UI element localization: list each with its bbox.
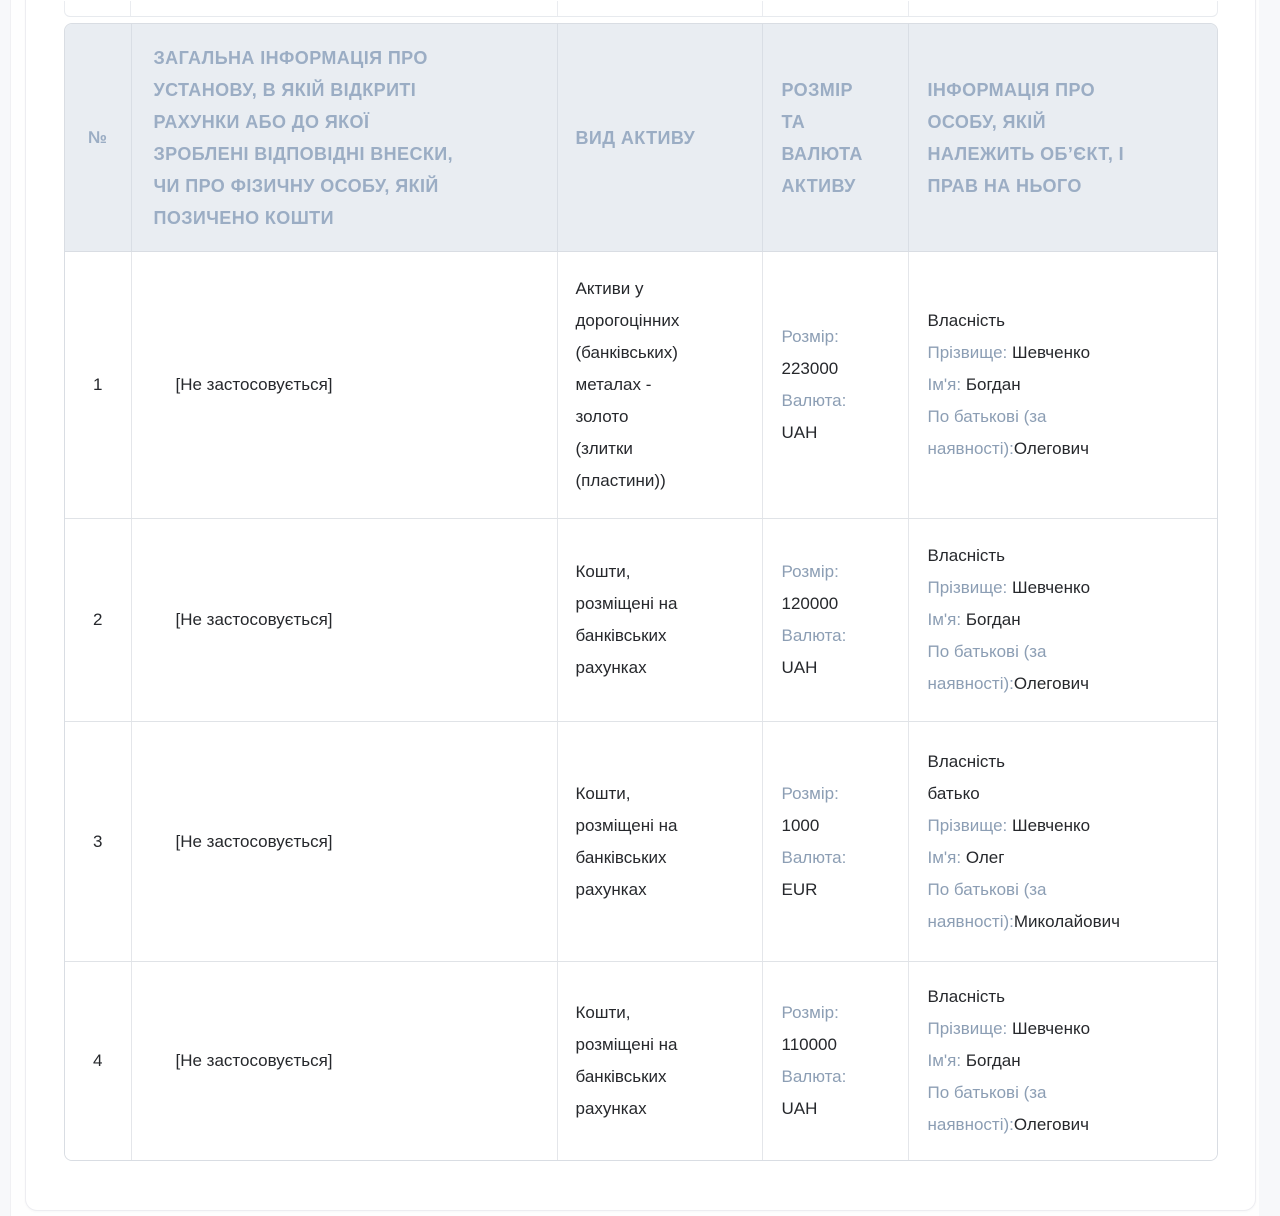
header-text: ПОЗИЧЕНО КОШТИ <box>153 207 334 228</box>
header-text: ІНФОРМАЦІЯ ПРО <box>927 79 1096 100</box>
cell-row-number: 3 <box>65 722 131 962</box>
asset-type-line: золото <box>575 407 629 426</box>
patronymic-label: По батькові (за <box>927 1082 1047 1102</box>
header-text: ПРАВ НА НЬОГО <box>927 175 1082 196</box>
cell-asset-type <box>557 962 762 1160</box>
owner-surname-line <box>928 1013 1200 1045</box>
cell-row-number: 2 <box>65 519 131 722</box>
name-value: Богдан <box>965 610 1021 629</box>
owner-patronymic-line <box>928 636 1200 668</box>
patronymic-value: Олегович <box>1013 439 1089 458</box>
name-value: Олег <box>965 847 1005 867</box>
owner-surname-line <box>928 810 1200 842</box>
divider <box>130 1 131 16</box>
cell-owner-info <box>908 252 1218 519</box>
cell-general-info <box>131 519 557 722</box>
general-info-value: [Не застосовується] <box>175 375 333 394</box>
surname-value: Шевченко <box>1011 578 1091 597</box>
owner-name-line <box>928 369 1200 401</box>
currency-label: Валюта: <box>781 1066 847 1086</box>
patronymic-label: наявності): <box>927 674 1014 693</box>
asset-type-line: рахунках <box>575 1098 647 1118</box>
patronymic-label: наявності): <box>927 1114 1014 1134</box>
surname-label: Прізвище: <box>927 343 1008 362</box>
owner-patronymic-line <box>928 1077 1200 1109</box>
currency-label: Валюта: <box>781 847 847 867</box>
header-text: РОЗМІР <box>781 79 853 100</box>
divider <box>762 1 763 16</box>
assets-table <box>64 23 1218 1161</box>
header-text: ЧИ ПРО ФІЗИЧНУ ОСОБУ, ЯКІЙ <box>153 175 439 196</box>
ownership-type: Власність <box>927 986 1006 1006</box>
asset-type-line: Кошти, <box>575 1002 631 1022</box>
divider <box>557 1 558 16</box>
currency-value: UAH <box>781 423 818 442</box>
asset-type-line: Кошти, <box>575 783 631 803</box>
owner-patronymic-line <box>928 874 1200 906</box>
owner-name-line <box>928 604 1200 636</box>
asset-type-line: дорогоцінних <box>575 311 680 330</box>
patronymic-label: По батькові (за <box>927 407 1047 426</box>
cell-amount-currency <box>762 252 908 519</box>
asset-type-line: рахунках <box>575 658 647 677</box>
cell-asset-type <box>557 519 762 722</box>
owner-patronymic-line <box>928 433 1200 465</box>
size-value: 1000 <box>781 815 820 835</box>
asset-type-line: Кошти, <box>575 562 631 581</box>
asset-type-line: металах - <box>575 375 652 394</box>
ownership-type: Власність <box>927 311 1006 330</box>
owner-patronymic-line <box>928 401 1200 433</box>
size-label: Розмір: <box>781 1002 839 1022</box>
surname-label: Прізвище: <box>927 1018 1008 1038</box>
general-info-value: [Не застосовується] <box>175 1050 333 1070</box>
asset-type-line: рахунках <box>575 879 647 899</box>
name-label: Ім'я: <box>927 1050 962 1070</box>
asset-type-line: розміщені на <box>575 815 678 835</box>
asset-type-line: банківських <box>575 1066 667 1086</box>
ownership-type: Власність <box>927 546 1006 565</box>
general-info-value: [Не застосовується] <box>175 831 333 851</box>
patronymic-value: Миколайович <box>1013 911 1120 931</box>
size-value: 120000 <box>781 594 839 613</box>
size-label: Розмір: <box>781 783 839 803</box>
column-header-asset-type <box>557 24 762 252</box>
table-row <box>65 519 1218 722</box>
column-header-number <box>65 24 131 252</box>
asset-type-line: розміщені на <box>575 1034 678 1054</box>
table-row <box>65 962 1218 1160</box>
name-value: Богдан <box>965 1050 1021 1070</box>
size-label: Розмір: <box>781 327 839 346</box>
cell-general-info <box>131 252 557 519</box>
owner-surname-line <box>928 337 1200 369</box>
currency-label: Валюта: <box>781 391 847 410</box>
ownership-type: Власність <box>927 751 1006 771</box>
size-value: 110000 <box>781 1034 837 1054</box>
table-body <box>65 252 1218 1160</box>
currency-value: UAH <box>781 658 818 677</box>
cell-asset-type <box>557 722 762 962</box>
table-row <box>65 252 1218 519</box>
column-header-owner-info <box>908 24 1218 252</box>
asset-type-line: (злитки <box>575 439 633 458</box>
previous-table-bottom-edge <box>64 1 1218 17</box>
general-info-value: [Не застосовується] <box>175 610 333 629</box>
surname-label: Прізвище: <box>927 815 1008 835</box>
column-header-amount-currency <box>762 24 908 252</box>
declaration-card <box>25 0 1256 1211</box>
divider <box>908 1 909 16</box>
owner-surname-line <box>928 572 1200 604</box>
cell-owner-info <box>908 962 1218 1160</box>
header-text: НАЛЕЖИТЬ ОБ’ЄКТ, І <box>927 143 1125 164</box>
size-label: Розмір: <box>781 562 839 581</box>
cell-row-number: 1 <box>65 252 131 519</box>
header-text: ТА <box>781 111 806 132</box>
cell-owner-info <box>908 519 1218 722</box>
header-text: № <box>88 127 108 147</box>
header-text: ВАЛЮТА <box>781 143 863 164</box>
asset-type-line: Активи у <box>575 279 644 298</box>
owner-name-line <box>928 1045 1200 1077</box>
table-header <box>65 24 1218 252</box>
currency-label: Валюта: <box>781 626 847 645</box>
cell-amount-currency <box>762 519 908 722</box>
owner-name-line <box>928 842 1200 874</box>
patronymic-value: Олегович <box>1013 1114 1089 1134</box>
cell-row-number: 4 <box>65 962 131 1160</box>
asset-type-line: банківських <box>575 626 667 645</box>
name-label: Ім'я: <box>927 847 962 867</box>
header-text: ЗАГАЛЬНА ІНФОРМАЦІЯ ПРО <box>153 47 428 68</box>
cell-general-info <box>131 962 557 1160</box>
header-text: ЗРОБЛЕНІ ВІДПОВІДНІ ВНЕСКИ, <box>153 143 453 164</box>
asset-type-line: (пластини)) <box>575 471 666 490</box>
surname-label: Прізвище: <box>927 578 1008 597</box>
patronymic-label: По батькові (за <box>927 879 1047 899</box>
cell-general-info <box>131 722 557 962</box>
header-text: РАХУНКИ АБО ДО ЯКОЇ <box>153 111 370 132</box>
size-value: 223000 <box>781 359 839 378</box>
owner-relation: батько <box>927 783 980 803</box>
header-text: УСТАНОВУ, В ЯКІЙ ВІДКРИТІ <box>153 79 417 100</box>
asset-type-line: банківських <box>575 847 667 867</box>
cell-asset-type <box>557 252 762 519</box>
name-value: Богдан <box>965 375 1021 394</box>
table-row <box>65 722 1218 962</box>
surname-value: Шевченко <box>1011 343 1091 362</box>
cell-amount-currency <box>762 722 908 962</box>
currency-value: UAH <box>781 1098 818 1118</box>
cell-amount-currency <box>762 962 908 1160</box>
header-row <box>65 24 1218 252</box>
patronymic-value: Олегович <box>1013 674 1089 693</box>
name-label: Ім'я: <box>927 610 962 629</box>
header-text: ОСОБУ, ЯКІЙ <box>927 111 1046 132</box>
asset-type-line: (банківських) <box>575 343 678 362</box>
patronymic-label: По батькові (за <box>927 642 1047 661</box>
header-text: ВИД АКТИВУ <box>575 127 696 148</box>
cell-owner-info <box>908 722 1218 962</box>
surname-value: Шевченко <box>1011 815 1091 835</box>
header-text: АКТИВУ <box>781 175 856 196</box>
surname-value: Шевченко <box>1011 1018 1091 1038</box>
owner-patronymic-line <box>928 906 1200 938</box>
patronymic-label: наявності): <box>927 439 1014 458</box>
asset-type-line: розміщені на <box>575 594 678 613</box>
owner-patronymic-line <box>928 1109 1200 1141</box>
patronymic-label: наявності): <box>927 911 1014 931</box>
owner-patronymic-line <box>928 668 1200 700</box>
name-label: Ім'я: <box>927 375 962 394</box>
assets-table-grid <box>65 24 1218 1160</box>
column-header-general-info <box>131 24 557 252</box>
currency-value: EUR <box>781 879 818 899</box>
